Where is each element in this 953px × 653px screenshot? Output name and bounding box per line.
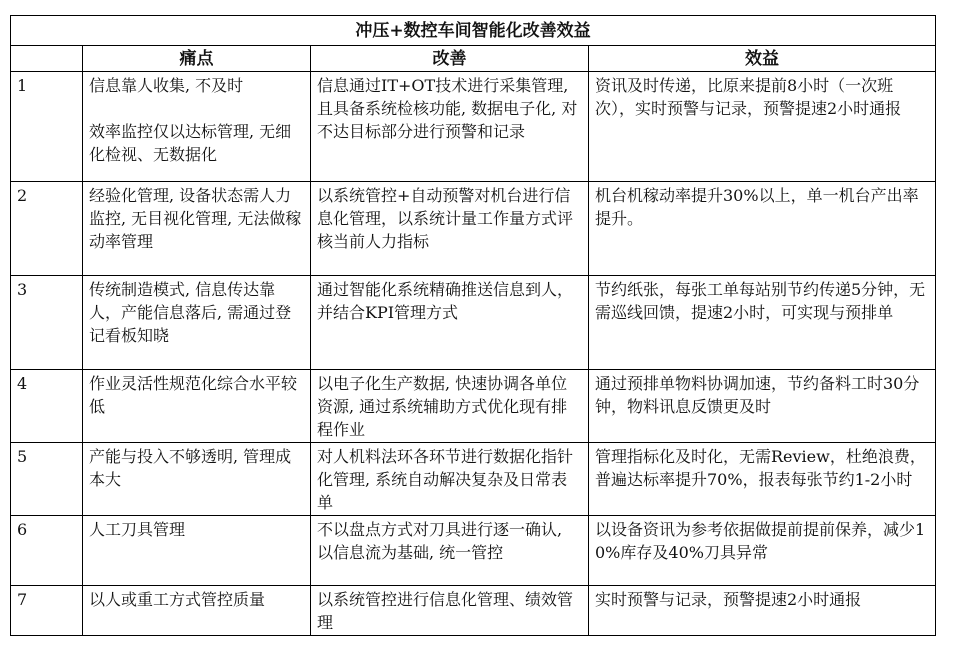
- row-index: 4: [11, 370, 83, 443]
- benefit-cell: 以设备资讯为参考依据做提前提前保养，减少10%库存及40%刀具异常: [589, 516, 936, 586]
- table-row: [11, 182, 936, 276]
- pain-point-cell: 以人或重工方式管控质量: [83, 586, 311, 636]
- table-row: [11, 72, 936, 182]
- pain-point-cell: 经验化管理, 设备状态需人力监控, 无目视化管理, 无法做稼动率管理: [83, 182, 311, 276]
- header-pain-point: 痛点: [83, 46, 311, 72]
- pain-point-cell: 作业灵活性规范化综合水平较低: [83, 370, 311, 443]
- improvement-cell: 对人机料法环各环节进行数据化指针化管理, 系统自动解决复杂及日常表单: [311, 443, 589, 516]
- row-index: 1: [11, 72, 83, 182]
- benefit-cell: 通过预排单物料协调加速，节约备料工时30分钟，物料讯息反馈更及时: [589, 370, 936, 443]
- pain-point-cell: [83, 72, 311, 182]
- pain-point-cell: 产能与投入不够透明, 管理成本大: [83, 443, 311, 516]
- table-row: [11, 443, 936, 516]
- improvement-benefits-table: [10, 15, 936, 636]
- benefit-cell: 机台机稼动率提升30%以上，单一机台产出率提升。: [589, 182, 936, 276]
- improvement-cell: 以系统管控进行信息化管理、绩效管理: [311, 586, 589, 636]
- table-header-row: [11, 46, 936, 72]
- table-row: [11, 276, 936, 370]
- row-index: 2: [11, 182, 83, 276]
- row-index: 6: [11, 516, 83, 586]
- table-title: 冲压+数控车间智能化改善效益: [11, 16, 936, 46]
- pain-point-text: 效率监控仅以达标管理, 无细化检视、无数据化: [89, 122, 292, 164]
- row-index: 5: [11, 443, 83, 516]
- table-row: [11, 516, 936, 586]
- benefit-cell: 节约纸张，每张工单每站别节约传递5分钟，无需巡线回馈，提速2小时，可实现与预排单: [589, 276, 936, 370]
- pain-point-text: 信息靠人收集, 不及时: [89, 76, 244, 95]
- benefit-cell: 资讯及时传递，比原来提前8小时（一次班次），实时预警与记录，预警提速2小时通报: [589, 72, 936, 182]
- table-title-row: [11, 16, 936, 46]
- improvement-benefits-sheet: [10, 15, 935, 636]
- improvement-cell: 通过智能化系统精确推送信息到人，并结合KPI管理方式: [311, 276, 589, 370]
- benefit-cell: 实时预警与记录，预警提速2小时通报: [589, 586, 936, 636]
- improvement-cell: 以电子化生产数据, 快速协调各单位资源, 通过系统辅助方式优化现有排程作业: [311, 370, 589, 443]
- header-benefit: 效益: [589, 46, 936, 72]
- table-row: [11, 370, 936, 443]
- header-index: [11, 46, 83, 72]
- row-index: 7: [11, 586, 83, 636]
- improvement-cell: 不以盘点方式对刀具进行逐一确认, 以信息流为基础, 统一管控: [311, 516, 589, 586]
- pain-point-cell: 传统制造模式, 信息传达靠人，产能信息落后, 需通过登记看板知晓: [83, 276, 311, 370]
- pain-point-cell: 人工刀具管理: [83, 516, 311, 586]
- benefit-cell: 管理指标化及时化，无需Review，杜绝浪费，普遍达标率提升70%，报表每张节约1-2小时: [589, 443, 936, 516]
- row-index: 3: [11, 276, 83, 370]
- improvement-cell: 以系统管控+自动预警对机台进行信息化管理，以系统计量工作量方式评核当前人力指标: [311, 182, 589, 276]
- paragraph-gap: [89, 97, 304, 120]
- header-improvement: 改善: [311, 46, 589, 72]
- table-row: [11, 586, 936, 636]
- improvement-cell: 信息通过IT+OT技术进行采集管理, 且具备系统检核功能, 数据电子化, 对不达目标部分进行预警和记录: [311, 72, 589, 182]
